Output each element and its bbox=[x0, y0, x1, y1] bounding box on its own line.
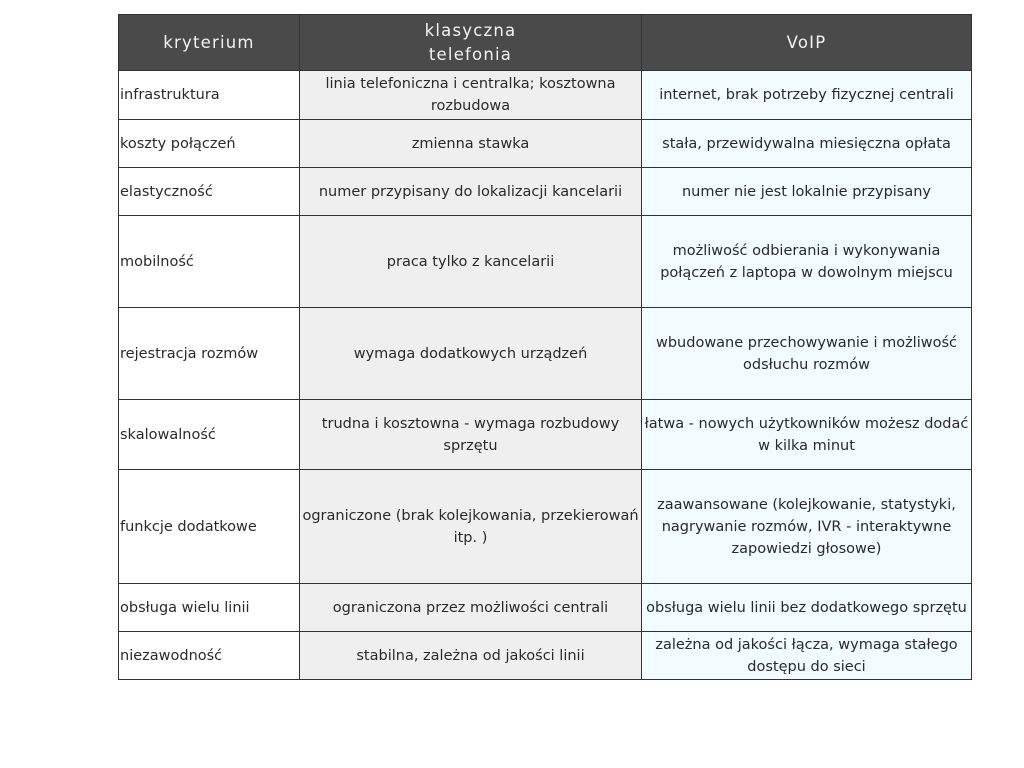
classic-telephony-cell: trudna i kosztowna - wymaga rozbudowy sprzętu bbox=[300, 400, 642, 470]
voip-cell: możliwość odbierania i wykonywania połączeń z laptopa w dowolnym miejscu bbox=[642, 216, 972, 308]
criterion-cell: obsługa wielu linii bbox=[119, 584, 300, 632]
voip-cell: internet, brak potrzeby fizycznej centrali bbox=[642, 71, 972, 120]
voip-cell: zależna od jakości łącza, wymaga stałego dostępu do sieci bbox=[642, 632, 972, 680]
classic-telephony-cell: ograniczone (brak kolejkowania, przekierowań itp. ) bbox=[300, 470, 642, 584]
criterion-cell: koszty połączeń bbox=[119, 120, 300, 168]
table-row bbox=[119, 168, 972, 216]
voip-cell: wbudowane przechowywanie i możliwość odsłuchu rozmów bbox=[642, 308, 972, 400]
table-row bbox=[119, 71, 972, 120]
classic-telephony-cell: zmienna stawka bbox=[300, 120, 642, 168]
classic-telephony-cell: linia telefoniczna i centralka; kosztowna rozbudowa bbox=[300, 71, 642, 120]
voip-cell: numer nie jest lokalnie przypisany bbox=[642, 168, 972, 216]
criterion-cell: niezawodność bbox=[119, 632, 300, 680]
table-row bbox=[119, 584, 972, 632]
criterion-cell: mobilność bbox=[119, 216, 300, 308]
comparison-table bbox=[118, 14, 972, 680]
classic-telephony-cell: numer przypisany do lokalizacji kancelarii bbox=[300, 168, 642, 216]
criterion-cell: elastyczność bbox=[119, 168, 300, 216]
classic-telephony-cell: stabilna, zależna od jakości linii bbox=[300, 632, 642, 680]
header-row bbox=[119, 15, 972, 71]
table-row bbox=[119, 120, 972, 168]
voip-cell: obsługa wielu linii bez dodatkowego sprzętu bbox=[642, 584, 972, 632]
criterion-cell: infrastruktura bbox=[119, 71, 300, 120]
criterion-cell: funkcje dodatkowe bbox=[119, 470, 300, 584]
voip-cell: łatwa - nowych użytkowników możesz dodać w kilka minut bbox=[642, 400, 972, 470]
criterion-cell: rejestracja rozmów bbox=[119, 308, 300, 400]
table-row bbox=[119, 308, 972, 400]
classic-telephony-cell: wymaga dodatkowych urządzeń bbox=[300, 308, 642, 400]
table-row bbox=[119, 470, 972, 584]
table-row bbox=[119, 632, 972, 680]
header-voip: VoIP bbox=[642, 15, 972, 71]
table-row bbox=[119, 400, 972, 470]
voip-cell: stała, przewidywalna miesięczna opłata bbox=[642, 120, 972, 168]
criterion-cell: skalowalność bbox=[119, 400, 300, 470]
header-criterion: kryterium bbox=[119, 15, 300, 71]
header-classic-telephony: klasyczna telefonia bbox=[300, 15, 642, 71]
comparison-table-container bbox=[118, 14, 971, 680]
classic-telephony-cell: praca tylko z kancelarii bbox=[300, 216, 642, 308]
voip-cell: zaawansowane (kolejkowanie, statystyki, nagrywanie rozmów, IVR - interaktywne zapowiedzi głosowe) bbox=[642, 470, 972, 584]
table-row bbox=[119, 216, 972, 308]
classic-telephony-cell: ograniczona przez możliwości centrali bbox=[300, 584, 642, 632]
